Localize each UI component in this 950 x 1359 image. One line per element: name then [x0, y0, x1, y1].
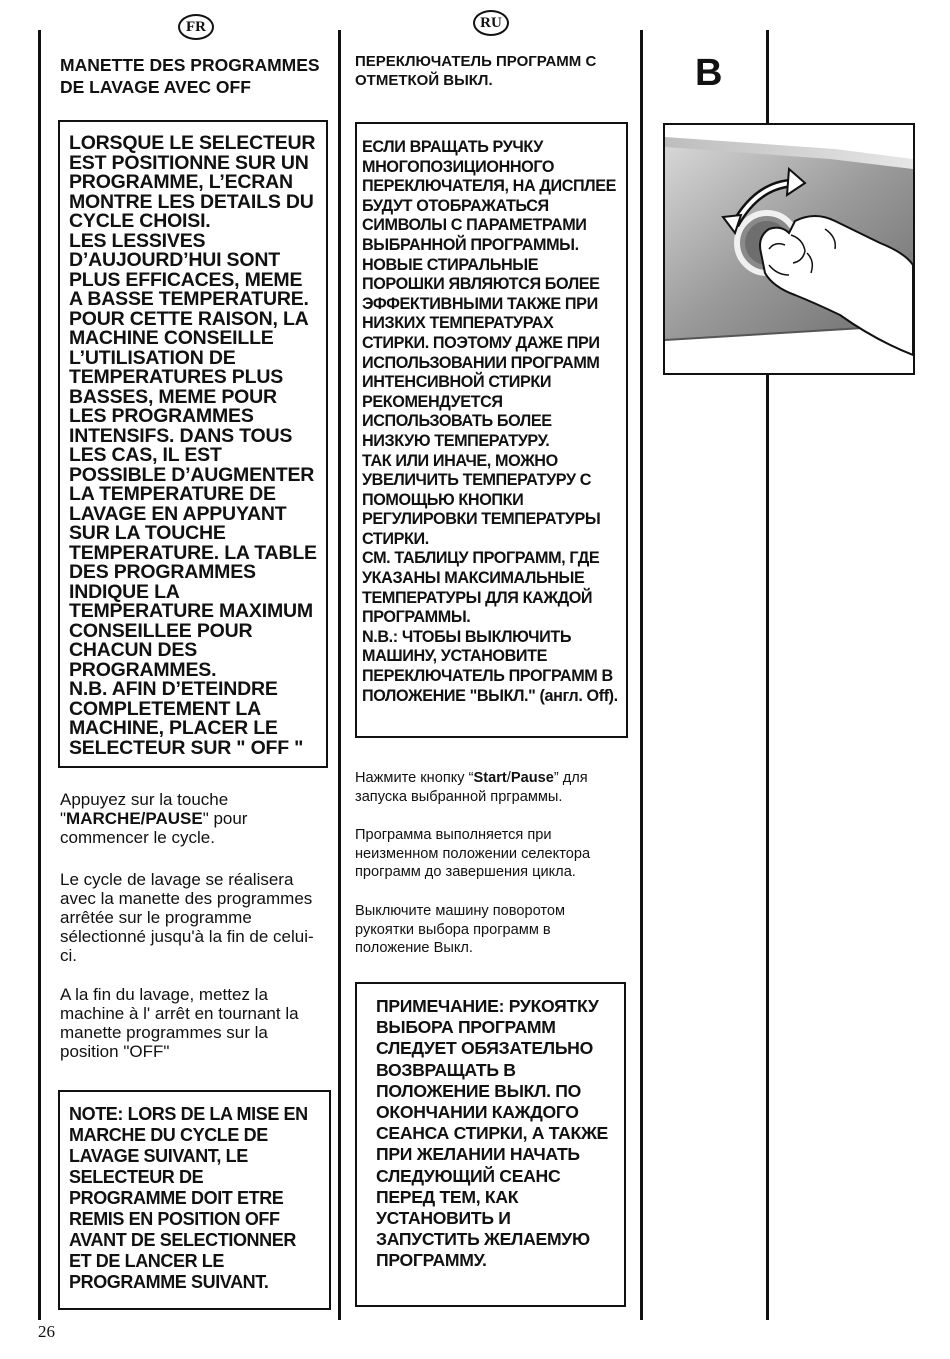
section-letter: B — [695, 52, 723, 94]
ru-note-text: ПРИМЕЧАНИЕ: РУКОЯТКУ ВЫБОРА ПРОГРАММ СЛЕДУЕТ ОБЯЗАТЕЛЬНО ВОЗВРАЩАТЬ В ПОЛОЖЕНИЕ ВЫКЛ. ПО ОКОНЧАНИИ КАЖДОГО СЕАНСА СТИРКИ, А ТАКЖЕ ПРИ ЖЕЛАНИИ НАЧАТЬ СЛЕДУЮЩИЙ СЕАНС ПЕРЕД ТЕМ, КАК УСТАНОВИТЬ И ЗАПУСТИТЬ ЖЕЛАЕМУЮ ПРОГРАММУ. — [376, 996, 608, 1271]
ru-start-paragraph — [355, 769, 625, 806]
ru-section-title: ПЕРЕКЛЮЧАТЕЛЬ ПРОГРАММ С ОТМЕТКОЙ ВЫКЛ. — [355, 53, 597, 89]
ru-note-box — [355, 982, 626, 1307]
ru-key-separator: / — [506, 770, 511, 786]
ru-language-badge: RU — [473, 10, 509, 36]
column-rule-mid-left — [338, 30, 341, 1320]
fr-note-box — [58, 1090, 331, 1310]
ru-pause-key: Pause — [510, 770, 554, 786]
ru-start-text-pre: Нажмите кнопку “ — [355, 770, 474, 786]
ru-info-box — [355, 122, 628, 738]
ru-start-text-post: ” для запуска выбранной прграммы. — [355, 770, 588, 805]
fr-language-badge: FR — [178, 14, 214, 40]
ru-off-paragraph: Выключите машину поворотом рукоятки выбора программ в положение Выкл. — [355, 903, 566, 956]
fr-start-text-post: " pour commencer le cycle. — [60, 809, 248, 847]
fr-cycle-paragraph: Le cycle de lavage se réalisera avec la manette des programmes arrêtée sur le programme sélectionné jusqu'à la fin de celui-ci. — [60, 870, 314, 965]
page-number: 26 — [38, 1322, 55, 1341]
fr-off-paragraph: A la fin du lavage, mettez la machine à l' arrêt en tournant la manette programmes sur la position "OFF" — [60, 985, 299, 1061]
ru-info-box-nb: N.B.: ЧТОБЫ ВЫКЛЮЧИТЬ МАШИНУ, УСТАНОВИТЕ ПЕРЕКЛЮЧАТЕЛЬ ПРОГРАММ В ПОЛОЖЕНИЕ "ВЫКЛ." (англ. Off). — [362, 627, 618, 705]
fr-start-text-pre: Appuyez sur la touche " — [60, 790, 229, 828]
ru-info-box-text: ЕСЛИ ВРАЩАТЬ РУЧКУ МНОГОПОЗИЦИОННОГО ПЕРЕКЛЮЧАТЕЛЯ, НА ДИСПЛЕЕ БУДУТ ОТОБРАЖАТЬСЯ СИМВОЛЫ С ПАРАМЕТРАМИ ВЫБРАННОЙ ПРОГРАММЫ. НОВЫЕ СТИРАЛЬНЫЕ ПОРОШКИ ЯВЛЯЮТСЯ БОЛЕЕ ЭФФЕКТИВНЫМИ ТАКЖЕ ПРИ НИЗКИХ ТЕМПЕРАТУРАХ СТИРКИ. ПОЭТОМУ ДАЖЕ ПРИ ИСПОЛЬЗОВАНИИ ПРОГРАММ ИНТЕНСИВНОЙ СТИРКИ РЕКОМЕНДУЕТСЯ ИСПОЛЬЗОВАТЬ БОЛЕЕ НИЗКУЮ ТЕМПЕРАТУРУ. ТАК ИЛИ ИНАЧЕ, МОЖНО УВЕЛИЧИТЬ ТЕМПЕРАТУРУ С ПОМОЩЬЮ КНОПКИ РЕГУЛИРОВКИ ТЕМПЕРАТУРЫ СТИРКИ. СМ. ТАБЛИЦУ ПРОГРАММ, ГДЕ УКАЗАНЫ МАКСИМАЛЬНЫЕ ТЕМПЕРАТУРЫ ДЛЯ КАЖДОЙ ПРОГРАММЫ. — [362, 138, 616, 627]
fr-start-pause-key: MARCHE/PAUSE — [66, 809, 203, 828]
program-knob-illustration — [663, 123, 915, 375]
column-rule-left — [38, 30, 41, 1320]
fr-note-text: NOTE: LORS DE LA MISE EN MARCHE DU CYCLE DE LAVAGE SUIVANT, LE SELECTEUR DE PROGRAMME DOIT ETRE REMIS EN POSITION OFF AVANT DE SELECTIONNER ET DE LANCER LE PROGRAMME SUIVANT. — [69, 1104, 308, 1292]
fr-info-box-text: LORSQUE LE SELECTEUR EST POSITIONNE SUR UN PROGRAMME, L’ECRAN MONTRE LES DETAILS DU CYCLE CHOISI. LES LESSIVES D’AUJOURD’HUI SONT PLUS EFFICACES, MEME A BASSE TEMPERATURE. POUR CETTE RAISON, LA MACHINE CONSEILLE L’UTILISATION DE TEMPERATURES PLUS BASSES, MEME POUR LES PROGRAMMES INTENSIFS. DANS TOUS LES CAS, IL EST POSSIBLE D’AUGMENTER LA TEMPERATURE DE LAVAGE EN APPUYANT SUR LA TOUCHE TEMPERATURE. LA TABLE DES PROGRAMMES INDIQUE LA TEMPERATURE MAXIMUM CONSEILLEE POUR CHACUN DES PROGRAMMES. N.B. AFIN D’ETEINDRE COMPLETEMENT LA MACHINE, PLACER LE SELECTEUR SUR " OFF " — [69, 132, 317, 759]
column-rule-mid-right — [640, 30, 643, 1320]
hand-turning-knob-icon — [665, 125, 913, 373]
fr-info-box — [58, 120, 328, 768]
ru-start-key: Start — [473, 770, 507, 786]
ru-cycle-paragraph: Программа выполняется при неизменном положении селектора программ до завершения цикла. — [355, 827, 591, 880]
fr-section-title: MANETTE DES PROGRAMMES DE LAVAGE AVEC OFF — [60, 55, 320, 97]
fr-start-paragraph — [60, 790, 325, 847]
